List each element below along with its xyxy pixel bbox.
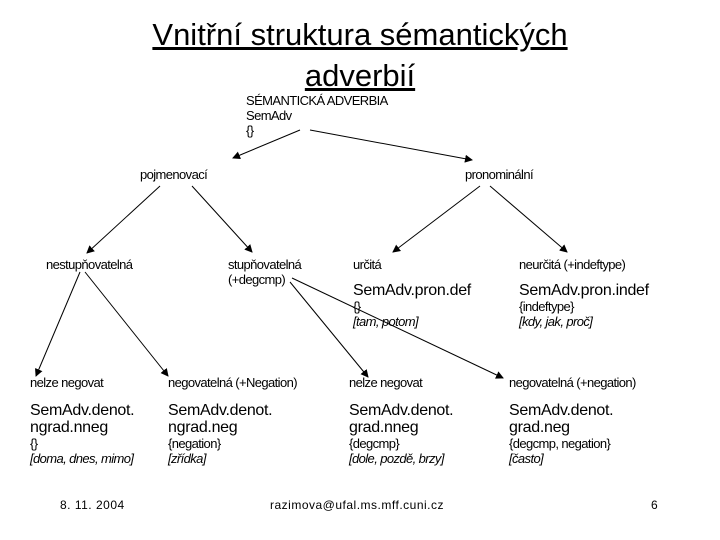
neurcita-label: neurčitá (+indeftype) bbox=[519, 257, 626, 272]
root-label: SÉMANTICKÁ ADVERBIA bbox=[246, 93, 388, 108]
node-neurcita bbox=[519, 257, 649, 329]
node-stupnovatelna bbox=[228, 257, 301, 287]
leaf-examples: [doma, dnes, mimo] bbox=[30, 451, 134, 466]
leaf-type-2: ngrad.neg bbox=[168, 419, 238, 436]
edge-pronominalni-urcita bbox=[393, 186, 480, 252]
leaf-type-1: SemAdv.denot. bbox=[349, 402, 454, 419]
slide-title-line-2: adverbií bbox=[304, 58, 416, 93]
slide-title-line-1: Vnitřní struktura sémantických bbox=[152, 17, 568, 52]
leaf-type-1: SemAdv.denot. bbox=[509, 402, 614, 419]
footer-page-number: 6 bbox=[651, 498, 659, 512]
root-type: SemAdv bbox=[246, 108, 292, 123]
edge-pronominalni-neurcita bbox=[490, 186, 567, 252]
footer-date: 8. 11. 2004 bbox=[60, 498, 125, 512]
leaf-features: {degcmp} bbox=[349, 436, 400, 451]
urcita-type: SemAdv.pron.def bbox=[353, 282, 471, 299]
neurcita-features: {indeftype} bbox=[519, 299, 574, 314]
leaf-examples: [zřídka] bbox=[168, 451, 206, 466]
leaf-negovatelna-2 bbox=[509, 375, 636, 466]
leaf-type-2: grad.neg bbox=[509, 419, 570, 436]
stupnovatelna-feature: (+degcmp) bbox=[228, 272, 286, 287]
leaf-label: negovatelná (+Negation) bbox=[168, 375, 297, 390]
leaf-type-1: SemAdv.denot. bbox=[30, 402, 135, 419]
root-features: {} bbox=[246, 123, 254, 138]
edge-nestupnovatelna-nelze bbox=[36, 272, 80, 376]
leaf-nelze-negovat-2 bbox=[349, 375, 453, 466]
leaf-features: {degcmp, negation} bbox=[509, 436, 611, 451]
urcita-examples: [tam, potom] bbox=[353, 314, 419, 329]
leaf-type-1: SemAdv.denot. bbox=[168, 402, 273, 419]
leaf-label: negovatelná (+negation) bbox=[509, 375, 636, 390]
node-pronominalni: pronominální bbox=[465, 167, 533, 182]
node-urcita bbox=[353, 257, 471, 329]
edge-nestupnovatelna-negovatelna bbox=[85, 272, 168, 376]
leaf-examples: [často] bbox=[509, 451, 544, 466]
leaf-label: nelze negovat bbox=[349, 375, 423, 390]
leaf-negovatelna-1 bbox=[168, 375, 297, 466]
node-pojmenovaci: pojmenovací bbox=[140, 167, 208, 182]
urcita-label: určitá bbox=[353, 257, 382, 272]
edge-pojmenovaci-nestupnovatelna bbox=[87, 186, 160, 253]
node-nestupnovatelna: nestupňovatelná bbox=[46, 257, 133, 272]
footer-email: razimova@ufal.ms.mff.cuni.cz bbox=[270, 498, 445, 512]
urcita-features: {} bbox=[353, 299, 361, 314]
edge-pojmenovaci-stupnovatelna bbox=[192, 186, 252, 252]
leaf-features: {negation} bbox=[168, 436, 221, 451]
neurcita-examples: [kdy, jak, proč] bbox=[519, 314, 593, 329]
leaf-type-2: grad.nneg bbox=[349, 419, 419, 436]
leaf-examples: [dole, pozdě, brzy] bbox=[349, 451, 444, 466]
leaf-features: {} bbox=[30, 436, 38, 451]
stupnovatelna-label: stupňovatelná bbox=[228, 257, 302, 272]
leaf-type-2: ngrad.nneg bbox=[30, 419, 108, 436]
neurcita-type: SemAdv.pron.indef bbox=[519, 282, 649, 299]
leaf-nelze-negovat-1 bbox=[30, 375, 134, 466]
root-node bbox=[246, 93, 388, 138]
leaf-label: nelze negovat bbox=[30, 375, 104, 390]
